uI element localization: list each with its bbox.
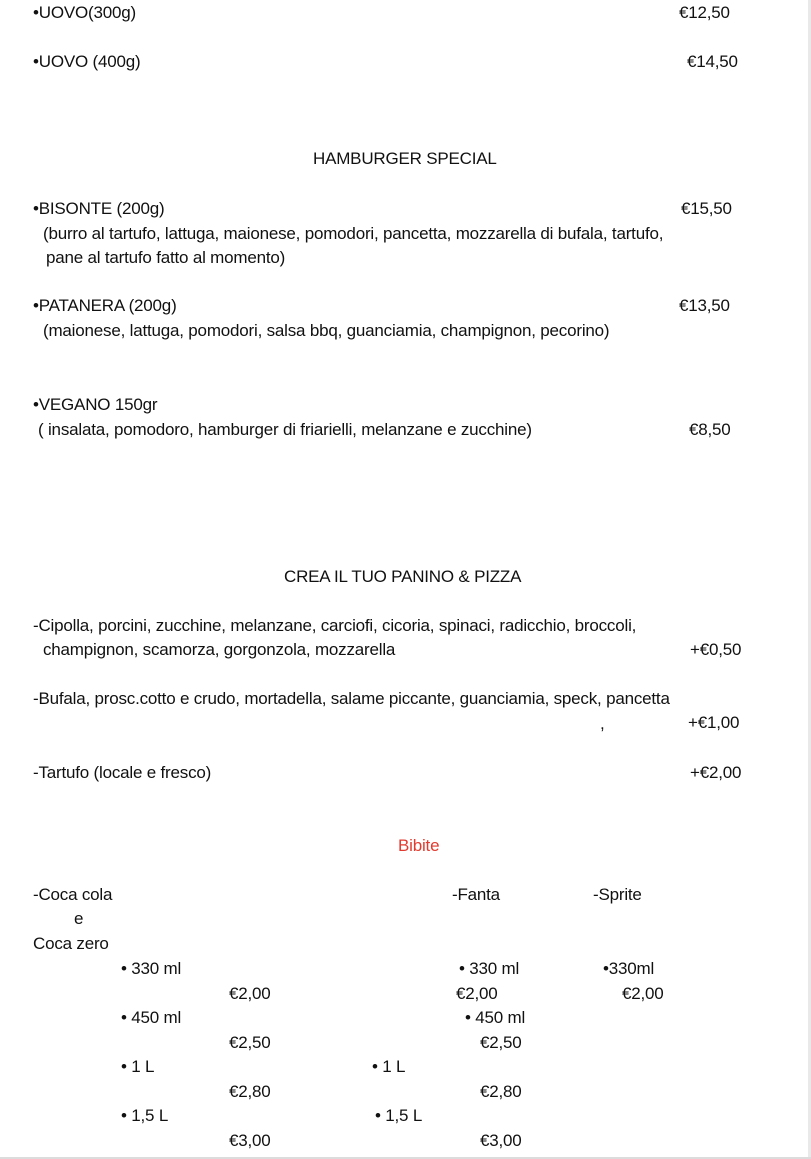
sprite-price-330: €2,00 xyxy=(622,984,664,1003)
patanera-desc: (maionese, lattuga, pomodori, salsa bbq, guanciamia, champignon, pecorino) xyxy=(43,321,610,340)
bibite-heading: Bibite xyxy=(398,836,440,855)
coca-and-label: e xyxy=(74,909,84,928)
crea-row1-price: +€0,50 xyxy=(690,640,742,659)
coca-label: -Coca cola xyxy=(33,885,113,904)
crea-row3-line1: -Tartufo (locale e fresco) xyxy=(33,763,212,782)
vegano-price: €8,50 xyxy=(689,420,731,439)
coca-price-1l: €2,80 xyxy=(229,1082,271,1101)
coca-zero-label: Coca zero xyxy=(33,934,109,953)
crea-row2-price: +€1,00 xyxy=(688,713,740,732)
fanta-size-330: • 330 ml xyxy=(459,959,520,978)
crea-row2-line1: -Bufala, prosc.cotto e crudo, mortadella, salame piccante, guanciamia, speck, pancetta xyxy=(33,689,670,708)
crea-row3-price: +€2,00 xyxy=(690,763,742,782)
fanta-price-450: €2,50 xyxy=(480,1033,522,1052)
coca-price-330: €2,00 xyxy=(229,984,271,1003)
coca-size-330: • 330 ml xyxy=(121,959,182,978)
fanta-price-330: €2,00 xyxy=(456,984,498,1003)
uovo-400-price: €14,50 xyxy=(687,52,738,71)
fanta-price-1-5l: €3,00 xyxy=(480,1131,522,1150)
uovo-300-price: €12,50 xyxy=(679,3,730,22)
coca-size-1l: • 1 L xyxy=(121,1057,155,1076)
patanera-name: •PATANERA (200g) xyxy=(33,296,177,315)
sprite-label: -Sprite xyxy=(593,885,642,904)
crea-row1-line1: -Cipolla, porcini, zucchine, melanzane, carciofi, cicoria, spinaci, radicchio, broccoli, xyxy=(33,616,637,635)
fanta-size-450: • 450 ml xyxy=(465,1008,526,1027)
bisonte-desc-line1: (burro al tartufo, lattuga, maionese, pomodori, pancetta, mozzarella di bufala, tartufo, xyxy=(43,224,664,243)
uovo-400-name: •UOVO (400g) xyxy=(33,52,141,71)
fanta-size-1l: • 1 L xyxy=(372,1057,406,1076)
coca-size-450: • 450 ml xyxy=(121,1008,182,1027)
coca-price-450: €2,50 xyxy=(229,1033,271,1052)
fanta-price-1l: €2,80 xyxy=(480,1082,522,1101)
bisonte-name: •BISONTE (200g) xyxy=(33,199,165,218)
vegano-desc: ( insalata, pomodoro, hamburger di friarielli, melanzane e zucchine) xyxy=(38,420,532,439)
coca-size-1-5l: • 1,5 L xyxy=(121,1106,169,1125)
uovo-300-name: •UOVO(300g) xyxy=(33,3,136,22)
crea-row1-line2: champignon, scamorza, gorgonzola, mozzarella xyxy=(43,640,396,659)
fanta-label: -Fanta xyxy=(452,885,500,904)
vegano-name: •VEGANO 150gr xyxy=(33,395,158,414)
patanera-price: €13,50 xyxy=(679,296,730,315)
sprite-size-330: •330ml xyxy=(603,959,655,978)
crea-row2-mark: , xyxy=(600,714,605,733)
special-heading: HAMBURGER SPECIAL xyxy=(313,149,497,168)
crea-heading: CREA IL TUO PANINO & PIZZA xyxy=(284,567,522,586)
coca-price-1-5l: €3,00 xyxy=(229,1131,271,1150)
bisonte-price: €15,50 xyxy=(681,199,732,218)
fanta-size-1-5l: • 1,5 L xyxy=(375,1106,423,1125)
bisonte-desc-line2: pane al tartufo fatto al momento) xyxy=(46,248,286,267)
